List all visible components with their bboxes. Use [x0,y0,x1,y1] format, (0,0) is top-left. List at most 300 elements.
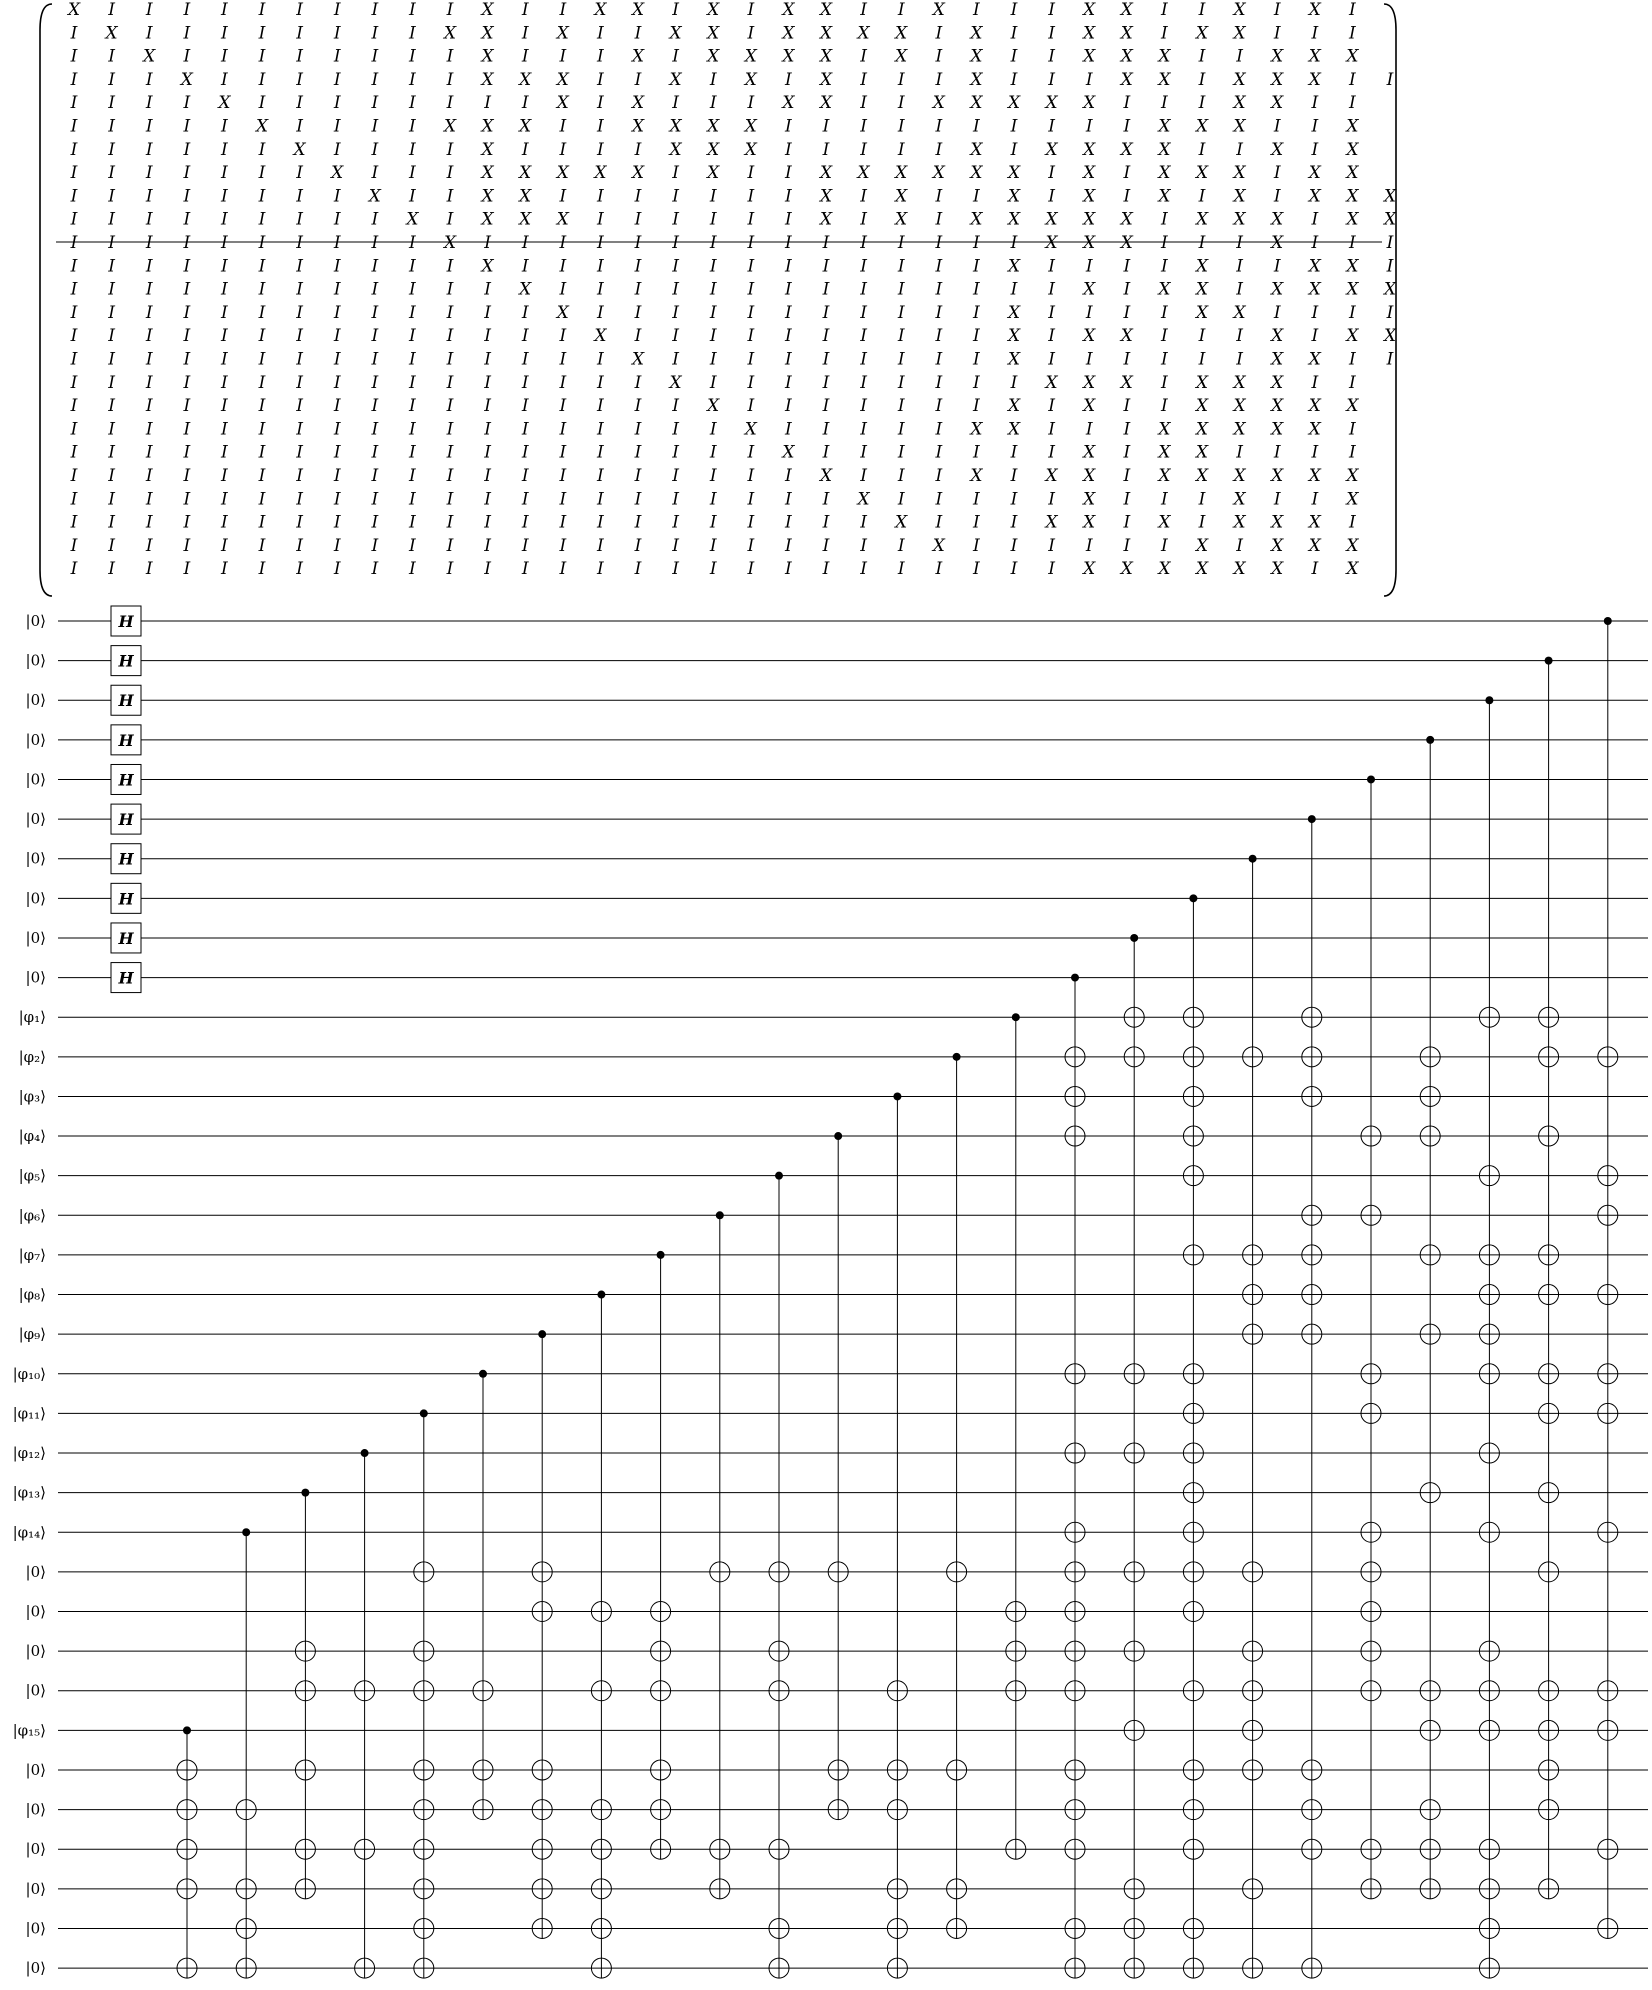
target-xor-symbol [355,1681,375,1701]
matrix-cell: X [1233,0,1246,20]
matrix-cell: I [1198,186,1206,207]
target-xor-symbol [651,1681,671,1701]
matrix-cell: I [145,419,153,440]
matrix-cell: I [597,559,604,580]
wire-label: |φ₂⟩ [18,1047,46,1066]
matrix-cell: I [559,372,567,393]
matrix-cell: I [1048,186,1055,207]
matrix-cell: X [819,0,833,20]
matrix-cell: I [409,116,416,137]
matrix-cell: I [296,559,303,580]
matrix-cell: X [1083,372,1096,393]
target-xor-symbol [887,1800,907,1820]
control-dot [1367,775,1375,783]
matrix-cell: I [1010,46,1018,67]
matrix-cell: X [631,349,645,370]
matrix-cell: I [258,233,266,253]
control-dot [775,1172,783,1180]
wire-label: |0⟩ [25,612,46,630]
matrix-cell: I [785,163,792,184]
target-xor-symbol [1361,1562,1381,1582]
matrix-cell: X [1346,489,1359,510]
target-xor-symbol [1183,1403,1203,1423]
matrix-cell: I [296,209,303,230]
matrix-cell: I [70,116,78,137]
target-xor-symbol [1598,1205,1618,1225]
matrix-cell: I [221,23,228,44]
matrix-cell: I [371,139,379,160]
matrix-cell: I [1123,419,1131,440]
target-xor-symbol [295,1879,315,1899]
matrix-cell: I [672,489,679,510]
matrix-cell: I [747,163,755,184]
matrix-cell: X [519,116,532,137]
matrix-cell: X [1308,396,1321,417]
target-xor-symbol [1183,1839,1203,1859]
matrix-cell: X [1346,326,1359,347]
wire-label: |φ₃⟩ [18,1087,46,1106]
matrix-cell: X [895,163,908,184]
matrix-cell: X [1045,372,1058,393]
hadamard-gate-label: H [118,612,134,631]
target-xor-symbol [1598,1047,1618,1067]
matrix-cell: X [1233,302,1246,323]
matrix-cell: I [446,139,454,160]
matrix-cell: I [70,186,78,207]
matrix-cell: I [709,279,717,300]
target-xor-symbol [355,1839,375,1859]
target-xor-symbol [473,1760,493,1780]
matrix-cell: I [446,93,454,114]
matrix-cell: X [481,209,494,230]
matrix-cell: I [785,559,792,580]
hadamard-gate-label: H [118,770,134,790]
matrix-cell: I [108,535,115,556]
matrix-cell: I [709,512,717,533]
target-xor-symbol [532,1562,552,1582]
matrix-cell: I [709,93,717,114]
matrix-cell: X [1271,209,1284,230]
matrix-cell: I [333,302,341,323]
target-xor-symbol [887,1760,907,1780]
matrix-cell: I [446,419,454,440]
matrix-cell: X [1120,69,1133,90]
matrix-cell: I [973,116,980,137]
matrix-cell: I [221,489,228,510]
matrix-cell: I [1236,139,1243,160]
matrix-cell: I [897,372,905,393]
matrix-cell: I [1123,466,1131,486]
matrix-cell: I [70,69,78,90]
matrix-cell: I [333,209,341,230]
matrix-cell: I [183,559,191,580]
matrix-cell: I [1010,23,1018,44]
matrix-cell: I [597,209,604,230]
matrix-cell: X [782,93,795,114]
matrix-cell: I [145,209,153,230]
matrix-cell: X [1383,279,1397,300]
matrix-cell: X [556,69,569,90]
matrix-cell: I [446,349,454,370]
matrix-cell: I [258,23,266,44]
matrix-cell: X [970,163,983,184]
matrix-cell: I [785,489,792,510]
target-xor-symbol [1065,1522,1085,1542]
matrix-cell: I [70,442,78,463]
wire-label: |φ₁₅⟩ [12,1721,46,1740]
matrix-cell: X [1271,326,1284,347]
target-xor-symbol [710,1839,730,1859]
matrix-cell: I [333,279,341,300]
matrix-cell: I [145,233,153,253]
matrix-cell: I [559,233,567,253]
matrix-cell: I [1236,442,1243,463]
matrix-cell: I [183,46,191,67]
matrix-cell: I [822,233,830,253]
matrix-cell: I [1123,396,1131,417]
matrix-cell: X [1195,466,1209,486]
matrix-cell: I [1273,116,1281,137]
matrix-cell: I [333,466,341,486]
matrix-cell: I [221,163,228,184]
matrix-cell: X [519,163,532,184]
matrix-cell: I [1123,116,1131,137]
target-xor-symbol [651,1602,671,1622]
target-xor-symbol [1479,1364,1499,1384]
matrix-cell: X [932,163,945,184]
matrix-cell: X [1158,69,1171,90]
matrix-cell: I [258,442,266,463]
matrix-cell: I [521,0,529,20]
target-xor-symbol [532,1879,552,1899]
matrix-cell: I [559,256,567,277]
matrix-cell: I [70,302,78,323]
control-dot [597,1291,605,1299]
matrix-cell: X [481,0,494,20]
matrix-cell: I [484,93,491,114]
matrix-cell: I [672,233,679,253]
matrix-cell: I [935,489,943,510]
matrix-cell: I [559,466,567,486]
matrix-cell: X [481,69,494,90]
target-xor-symbol [1065,1839,1085,1859]
matrix-cell: I [446,209,454,230]
matrix-cell: I [935,559,943,580]
matrix-cell: I [333,69,341,90]
target-xor-symbol [1065,1681,1085,1701]
target-xor-symbol [236,1879,256,1899]
matrix-cell: I [785,302,792,323]
target-xor-symbol [1065,1958,1085,1978]
matrix-cell: I [822,256,830,277]
matrix-cell: X [1346,279,1359,300]
matrix-cell: X [481,23,494,44]
matrix-cell: I [258,0,266,20]
matrix-cell: I [1349,372,1356,393]
target-xor-symbol [177,1839,197,1859]
matrix-cell: I [672,326,679,347]
matrix-cell: I [371,163,379,184]
matrix-cell: I [296,442,303,463]
matrix-cell: I [1123,163,1131,184]
matrix-cell: I [183,326,191,347]
matrix-cell: I [672,535,679,556]
matrix-cell: I [1349,0,1356,20]
matrix-cell: I [183,163,191,184]
matrix-cell: I [1048,279,1055,300]
matrix-cell: I [1010,442,1018,463]
matrix-cell: I [258,372,266,393]
hadamard-gate-label: H [118,849,134,869]
matrix-cell: I [860,326,867,347]
matrix-cell: I [634,279,642,300]
matrix-cell: X [707,396,720,417]
matrix-cell: X [970,466,983,486]
target-xor-symbol [1124,1879,1144,1899]
matrix-cell: I [634,233,642,253]
matrix-cell: X [1233,512,1246,533]
matrix-cell: I [296,23,303,44]
matrix-cell: I [521,233,529,253]
matrix-cell: I [1161,372,1168,393]
matrix-cell: I [597,396,604,417]
matrix-cell: X [1233,209,1246,230]
matrix-cell: I [1273,442,1281,463]
matrix-cell: I [935,209,943,230]
matrix-cell: X [1083,93,1096,114]
matrix-cell: I [409,326,416,347]
matrix-cell: I [672,419,679,440]
matrix-cell: X [782,23,795,44]
target-xor-symbol [1243,1641,1263,1661]
matrix-cell: I [785,209,792,230]
wire-label: |φ₈⟩ [18,1285,46,1304]
matrix-cell: I [296,466,303,486]
target-xor-symbol [1598,1403,1618,1423]
matrix-cell: I [1161,535,1168,556]
target-xor-symbol [1183,1800,1203,1820]
matrix-cell: I [296,233,303,253]
matrix-cell: I [559,186,567,207]
matrix-cell: I [634,256,642,277]
matrix-cell: X [481,139,494,160]
matrix-cell: X [1233,186,1246,207]
matrix-cell: I [1386,69,1394,90]
matrix-cell: I [672,256,679,277]
matrix-cell: I [145,69,153,90]
matrix-cell: X [819,23,833,44]
matrix-cell: I [935,302,943,323]
target-xor-symbol [710,1562,730,1582]
matrix-cell: X [1271,372,1284,393]
matrix-cell: I [108,419,115,440]
matrix-cell: I [221,302,228,323]
matrix-cell: I [860,419,867,440]
matrix-cell: I [221,116,228,137]
matrix-cell: I [371,442,379,463]
matrix-cell: I [333,559,341,580]
matrix-cell: I [333,139,341,160]
matrix-cell: I [1236,349,1243,370]
matrix-cell: I [446,489,454,510]
matrix-cell: X [1007,396,1021,417]
target-xor-symbol [1479,1641,1499,1661]
matrix-cell: I [1085,256,1093,277]
matrix-cell: X [1083,396,1096,417]
matrix-cell: I [1048,116,1055,137]
target-xor-symbol [1065,1760,1085,1780]
target-xor-symbol [1420,1245,1440,1265]
matrix-cell: I [709,442,717,463]
matrix-cell: I [559,559,567,580]
matrix-cell: I [897,279,905,300]
matrix-cell: X [1083,512,1096,533]
matrix-cell: I [371,559,379,580]
matrix-cell: I [70,419,78,440]
matrix-cell: I [108,116,115,137]
matrix-cell: X [1045,93,1058,114]
matrix-cell: I [258,419,266,440]
target-xor-symbol [177,1958,197,1978]
target-xor-symbol [1124,1720,1144,1740]
matrix-cell: X [819,46,833,67]
target-xor-symbol [1539,1364,1559,1384]
matrix-cell: I [258,326,266,347]
matrix-cell: X [1233,372,1246,393]
matrix-cell: I [1236,279,1243,300]
matrix-cell: I [785,279,792,300]
target-xor-symbol [414,1760,434,1780]
matrix-cell: X [180,69,193,90]
matrix-cell: I [145,302,153,323]
control-dot [1130,934,1138,942]
target-xor-symbol [1539,1047,1559,1067]
matrix-cell: I [935,326,943,347]
matrix-cell: I [371,302,379,323]
matrix-cell: X [1083,559,1096,580]
wire-label: |0⟩ [25,1602,46,1621]
matrix-cell: X [481,163,494,184]
wire-label: |0⟩ [25,1681,46,1700]
matrix-cell: I [597,186,604,207]
matrix-cell: I [333,489,341,510]
target-xor-symbol [1598,1720,1618,1740]
target-xor-symbol [1539,1007,1559,1027]
matrix-cell: I [70,139,78,160]
target-xor-symbol [473,1800,493,1820]
matrix-cell: I [183,489,191,510]
target-xor-symbol [355,1958,375,1978]
matrix-cell: I [1198,139,1206,160]
hadamard-gate-label: H [118,928,134,948]
matrix-cell: I [860,116,867,137]
matrix-cell: I [296,419,303,440]
target-xor-symbol [1124,1958,1144,1978]
matrix-cell: I [296,279,303,300]
matrix-cell: I [145,372,153,393]
matrix-cell: I [1311,139,1319,160]
matrix-cell: I [183,116,191,137]
matrix-cell: I [672,186,679,207]
matrix-cell: I [221,419,228,440]
matrix-cell: I [634,535,642,556]
matrix-cell: I [860,442,867,463]
matrix-cell: I [221,209,228,230]
matrix-cell: I [634,69,642,90]
matrix-cell: I [1123,489,1131,510]
matrix-cell: I [521,256,529,277]
matrix-cell: X [1308,419,1321,440]
target-xor-symbol [1420,1047,1440,1067]
matrix-cell: X [1308,349,1321,370]
target-xor-symbol [947,1918,967,1938]
matrix-cell: X [1007,186,1021,207]
target-xor-symbol [1479,1879,1499,1899]
matrix-cell: X [1120,209,1133,230]
target-xor-symbol [1420,1324,1440,1344]
matrix-cell: I [747,209,755,230]
matrix-cell: I [747,349,755,370]
matrix-cell: X [1158,116,1171,137]
wire-label: |0⟩ [25,1800,46,1819]
matrix-cell: X [1158,279,1171,300]
matrix-cell: I [822,419,830,440]
matrix-cell: I [1010,489,1018,510]
matrix-cell: I [145,535,153,556]
matrix-cell: I [634,559,642,580]
matrix-cell: I [672,512,679,533]
matrix-cell: I [1161,209,1168,230]
matrix-cell: I [221,46,228,67]
matrix-cell: X [1045,466,1058,486]
matrix-cell: I [1161,256,1168,277]
matrix-cell: I [935,139,943,160]
matrix-cell: X [1346,46,1359,67]
target-xor-symbol [1183,1126,1203,1146]
target-xor-symbol [1361,1681,1381,1701]
matrix-cell: I [860,512,867,533]
matrix-cell: I [183,279,191,300]
matrix-cell: X [1233,559,1246,580]
matrix-cell: X [519,279,532,300]
target-xor-symbol [532,1918,552,1938]
matrix-cell: I [221,396,228,417]
target-xor-symbol [1302,1047,1322,1067]
matrix-cell: X [1383,186,1397,207]
matrix-cell: I [1085,419,1093,440]
matrix-cell: I [747,302,755,323]
target-xor-symbol [1183,1047,1203,1067]
matrix-cell: X [1007,93,1021,114]
matrix-cell: I [70,233,78,253]
matrix-cell: I [296,116,303,137]
matrix-cell: I [1010,69,1018,90]
matrix-cell: I [897,466,905,486]
matrix-cell: I [108,69,115,90]
matrix-cell: I [1123,279,1131,300]
wire-label: |0⟩ [25,651,46,670]
matrix-cell: I [597,442,604,463]
matrix-cell: I [183,186,191,207]
matrix-cell: I [860,209,867,230]
matrix-cell: I [183,442,191,463]
matrix-cell: X [1158,442,1171,463]
matrix-cell: I [1048,419,1055,440]
matrix-cell: I [559,489,567,510]
matrix-cell: I [333,256,341,277]
control-dot [1604,617,1612,625]
matrix-cell: I [559,419,567,440]
